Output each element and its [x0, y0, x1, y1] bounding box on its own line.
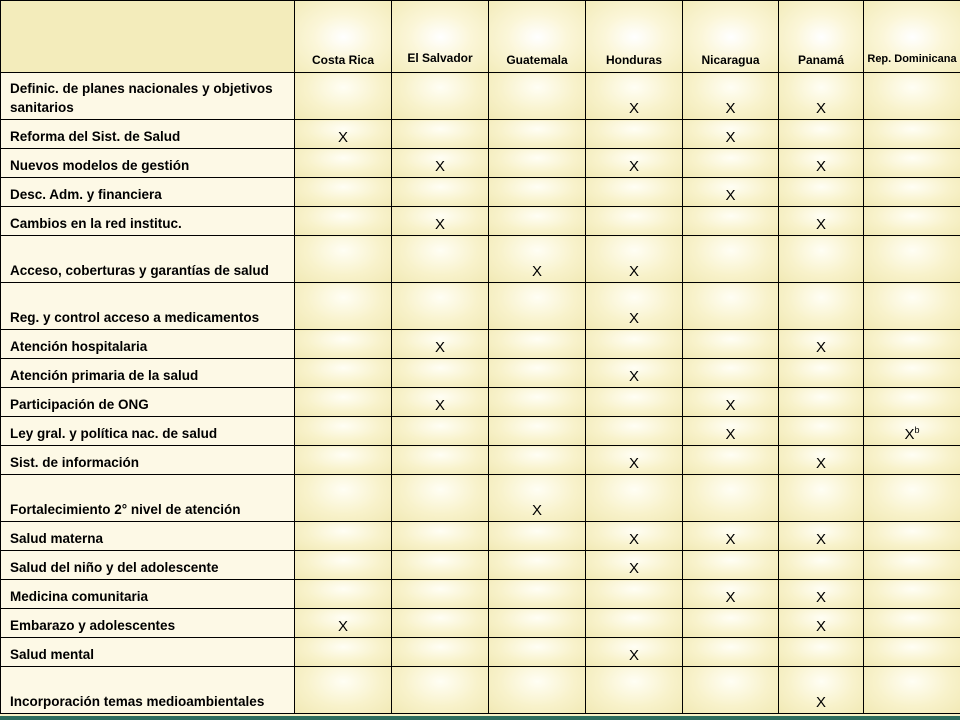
mark-cell	[779, 475, 864, 522]
mark-cell	[683, 609, 779, 638]
mark-cell	[489, 580, 586, 609]
mark-value: X	[628, 100, 639, 117]
table-row	[1, 330, 960, 359]
mark-cell	[864, 522, 960, 551]
mark-cell	[489, 236, 586, 283]
mark-cell	[295, 236, 392, 283]
mark-cell	[683, 149, 779, 178]
mark-cell	[586, 580, 683, 609]
column-header: Panamá	[779, 1, 864, 73]
mark-value: X	[815, 589, 826, 606]
mark-cell	[683, 388, 779, 417]
mark-cell	[586, 417, 683, 446]
mark-cell	[586, 120, 683, 149]
mark-value: X	[434, 339, 445, 356]
mark-value: X	[815, 339, 826, 356]
mark-value: X	[815, 618, 826, 635]
mark-cell	[683, 330, 779, 359]
mark-cell	[864, 178, 960, 207]
mark-cell	[586, 638, 683, 667]
mark-cell	[489, 609, 586, 638]
row-label: Ley gral. y política nac. de salud	[1, 417, 295, 446]
mark-value: X	[725, 426, 736, 443]
mark-cell	[779, 638, 864, 667]
mark-value: X	[725, 589, 736, 606]
table-row	[1, 417, 960, 446]
mark-cell	[864, 120, 960, 149]
mark-cell	[779, 236, 864, 283]
table-row	[1, 178, 960, 207]
mark-cell	[779, 446, 864, 475]
mark-cell	[683, 120, 779, 149]
mark-cell	[392, 120, 489, 149]
row-label: Embarazo y adolescentes	[1, 609, 295, 638]
mark-cell	[864, 73, 960, 120]
row-label: Sist. de información	[1, 446, 295, 475]
mark-cell	[295, 417, 392, 446]
mark-cell	[586, 236, 683, 283]
mark-cell	[392, 609, 489, 638]
mark-cell	[586, 667, 683, 714]
table-row	[1, 446, 960, 475]
mark-cell	[779, 283, 864, 330]
row-label: Salud del niño y del adolescente	[1, 551, 295, 580]
mark-cell	[864, 446, 960, 475]
mark-cell	[392, 446, 489, 475]
row-label: Reg. y control acceso a medicamentos	[1, 283, 295, 330]
mark-cell	[864, 207, 960, 236]
mark-cell	[392, 236, 489, 283]
mark-cell	[489, 638, 586, 667]
mark-cell	[392, 330, 489, 359]
mark-cell	[489, 359, 586, 388]
table-row	[1, 638, 960, 667]
mark-cell	[683, 580, 779, 609]
mark-cell	[392, 417, 489, 446]
mark-value: X	[628, 368, 639, 385]
mark-cell	[586, 330, 683, 359]
mark-cell	[586, 178, 683, 207]
mark-cell	[489, 417, 586, 446]
column-header: El Salvador	[392, 1, 489, 73]
table-row	[1, 609, 960, 638]
mark-value: X	[628, 158, 639, 175]
table-row	[1, 359, 960, 388]
row-label: Atención hospitalaria	[1, 330, 295, 359]
table-row	[1, 667, 960, 714]
table-row	[1, 120, 960, 149]
table-row	[1, 207, 960, 236]
mark-cell	[779, 178, 864, 207]
mark-cell	[295, 120, 392, 149]
mark-cell	[683, 667, 779, 714]
mark-value: X	[725, 531, 736, 548]
mark-cell	[392, 73, 489, 120]
mark-value: X	[815, 216, 826, 233]
mark-cell	[779, 149, 864, 178]
column-header: Rep. Dominicana	[864, 1, 960, 73]
mark-cell	[489, 522, 586, 551]
mark-cell	[683, 522, 779, 551]
mark-cell	[864, 638, 960, 667]
mark-cell	[586, 388, 683, 417]
table-row	[1, 475, 960, 522]
mark-cell	[864, 417, 960, 446]
mark-cell	[489, 446, 586, 475]
row-label: Incorporación temas medioambientales	[1, 667, 295, 714]
mark-cell	[392, 283, 489, 330]
mark-value: X	[337, 129, 348, 146]
mark-cell	[295, 330, 392, 359]
mark-cell	[779, 522, 864, 551]
mark-cell	[586, 522, 683, 551]
mark-cell	[779, 359, 864, 388]
mark-value: X	[628, 560, 639, 577]
mark-cell	[489, 283, 586, 330]
corner-cell	[1, 1, 295, 73]
row-label: Definic. de planes nacionales y objetivos sanitarios	[1, 73, 295, 120]
table-row	[1, 551, 960, 580]
mark-value: X	[815, 158, 826, 175]
table-row	[1, 580, 960, 609]
mark-cell	[392, 388, 489, 417]
row-label: Reforma del Sist. de Salud	[1, 120, 295, 149]
mark-cell	[392, 667, 489, 714]
mark-cell	[392, 638, 489, 667]
header-row	[1, 1, 960, 73]
row-label: Medicina comunitaria	[1, 580, 295, 609]
mark-cell	[683, 638, 779, 667]
mark-value: X	[434, 397, 445, 414]
mark-cell	[295, 475, 392, 522]
table-row	[1, 236, 960, 283]
mark-value: X	[725, 129, 736, 146]
mark-cell	[683, 417, 779, 446]
row-label: Participación de ONG	[1, 388, 295, 417]
mark-cell	[683, 236, 779, 283]
mark-cell	[295, 178, 392, 207]
mark-value: X	[725, 397, 736, 414]
mark-cell	[864, 609, 960, 638]
mark-cell	[295, 283, 392, 330]
mark-cell	[392, 149, 489, 178]
table-row	[1, 73, 960, 120]
mark-value: X	[815, 694, 826, 711]
mark-cell	[392, 207, 489, 236]
mark-cell	[392, 551, 489, 580]
mark-cell	[489, 388, 586, 417]
mark-cell	[779, 580, 864, 609]
mark-cell	[489, 207, 586, 236]
mark-cell	[683, 551, 779, 580]
mark-cell	[295, 446, 392, 475]
mark-cell	[295, 580, 392, 609]
mark-cell	[779, 609, 864, 638]
mark-cell	[392, 475, 489, 522]
mark-value: X	[531, 263, 542, 280]
mark-value: X	[815, 100, 826, 117]
column-header: Guatemala	[489, 1, 586, 73]
mark-cell	[779, 73, 864, 120]
mark-cell	[295, 638, 392, 667]
mark-cell	[864, 475, 960, 522]
mark-value: X	[815, 455, 826, 472]
table-row	[1, 149, 960, 178]
mark-cell	[779, 120, 864, 149]
column-header: Costa Rica	[295, 1, 392, 73]
mark-cell	[864, 149, 960, 178]
mark-value: X	[628, 310, 639, 327]
mark-cell	[779, 417, 864, 446]
mark-cell	[586, 475, 683, 522]
mark-value: X	[815, 531, 826, 548]
mark-cell	[489, 330, 586, 359]
row-label: Salud mental	[1, 638, 295, 667]
mark-cell	[683, 73, 779, 120]
row-label: Acceso, coberturas y garantías de salud	[1, 236, 295, 283]
mark-cell	[295, 73, 392, 120]
table-row	[1, 388, 960, 417]
mark-cell	[779, 330, 864, 359]
column-header: Honduras	[586, 1, 683, 73]
mark-cell	[489, 149, 586, 178]
mark-value: X	[725, 187, 736, 204]
mark-cell	[864, 667, 960, 714]
mark-cell	[683, 446, 779, 475]
mark-cell	[295, 667, 392, 714]
mark-value: X	[725, 100, 736, 117]
mark-cell	[295, 359, 392, 388]
mark-cell	[586, 283, 683, 330]
mark-cell	[864, 580, 960, 609]
mark-cell	[586, 359, 683, 388]
mark-value: X	[531, 502, 542, 519]
row-label: Fortalecimiento 2° nivel de atención	[1, 475, 295, 522]
row-label: Atención primaria de la salud	[1, 359, 295, 388]
mark-cell	[295, 522, 392, 551]
mark-cell	[489, 551, 586, 580]
mark-cell	[489, 667, 586, 714]
mark-cell	[779, 207, 864, 236]
mark-cell	[586, 149, 683, 178]
mark-cell	[295, 609, 392, 638]
mark-cell	[489, 475, 586, 522]
mark-cell	[864, 359, 960, 388]
mark-cell	[295, 207, 392, 236]
column-header: Nicaragua	[683, 1, 779, 73]
row-label: Cambios en la red instituc.	[1, 207, 295, 236]
mark-cell	[295, 551, 392, 580]
mark-cell	[295, 149, 392, 178]
mark-cell	[864, 236, 960, 283]
table-row	[1, 522, 960, 551]
mark-value: X	[434, 216, 445, 233]
mark-cell	[392, 580, 489, 609]
mark-cell	[586, 609, 683, 638]
mark-value: X	[337, 618, 348, 635]
mark-value: X	[628, 647, 639, 664]
table-row	[1, 283, 960, 330]
mark-cell	[864, 283, 960, 330]
mark-cell	[489, 120, 586, 149]
mark-cell	[489, 178, 586, 207]
mark-cell	[392, 359, 489, 388]
mark-cell	[586, 446, 683, 475]
mark-cell	[683, 359, 779, 388]
mark-cell	[392, 178, 489, 207]
mark-cell	[683, 283, 779, 330]
mark-cell	[683, 475, 779, 522]
mark-value: X	[628, 531, 639, 548]
mark-value: X	[628, 263, 639, 280]
mark-cell	[489, 73, 586, 120]
mark-cell	[586, 73, 683, 120]
mark-value: X	[434, 158, 445, 175]
mark-value: X	[628, 455, 639, 472]
row-label: Desc. Adm. y financiera	[1, 178, 295, 207]
mark-cell	[392, 522, 489, 551]
mark-cell	[864, 388, 960, 417]
mark-cell	[683, 178, 779, 207]
mark-cell	[864, 551, 960, 580]
row-label: Salud materna	[1, 522, 295, 551]
mark-value: X	[904, 426, 915, 443]
mark-cell	[586, 551, 683, 580]
mark-cell	[295, 388, 392, 417]
row-label: Nuevos modelos de gestión	[1, 149, 295, 178]
mark-cell	[864, 330, 960, 359]
footnote-marker: b	[914, 425, 920, 435]
mark-cell	[683, 207, 779, 236]
mark-cell	[586, 207, 683, 236]
mark-cell	[779, 551, 864, 580]
mark-cell	[779, 388, 864, 417]
mark-cell	[779, 667, 864, 714]
